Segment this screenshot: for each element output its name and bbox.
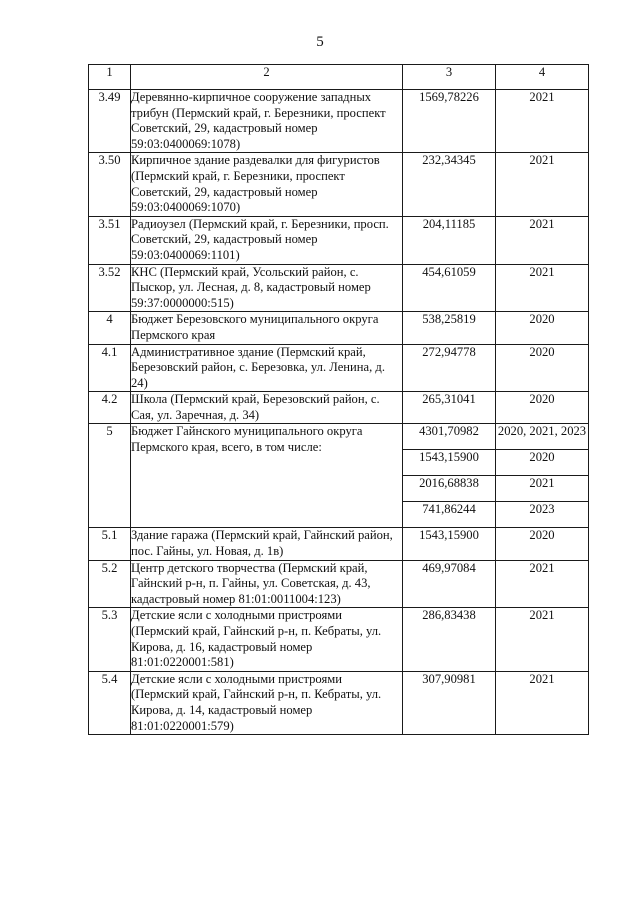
amount-cell: 232,34345 [403, 153, 496, 216]
table-row [89, 608, 589, 671]
table-row [89, 344, 589, 392]
year-cell: 2021 [496, 608, 589, 671]
object-name: Бюджет Березовского муниципального округа Пермского края [131, 312, 403, 344]
row-number: 4.1 [89, 344, 131, 392]
table-row [89, 392, 589, 424]
row-number: 4.2 [89, 392, 131, 424]
table-header-row [89, 65, 589, 90]
page-number: 5 [316, 34, 324, 50]
amount-cell: 265,31041 [403, 392, 496, 424]
amount-cell: 204,11185 [403, 216, 496, 264]
year-cell: 2020 [496, 312, 589, 344]
table-row [89, 560, 589, 608]
amount-cell: 741,86244 [403, 502, 496, 528]
year-cell: 2021 [496, 264, 589, 312]
amount-cell: 2016,68838 [403, 476, 496, 502]
table-row [89, 528, 589, 560]
amount-cell: 1543,15900 [403, 528, 496, 560]
row-number: 5 [89, 424, 131, 528]
year-cell: 2021 [496, 90, 589, 153]
amount-cell: 1569,78226 [403, 90, 496, 153]
object-name: Административное здание (Пермский край, Березовский район, с. Березовка, ул. Ленина, д. 24) [131, 344, 403, 392]
amount-cell: 307,90981 [403, 671, 496, 734]
amount-cell: 469,97084 [403, 560, 496, 608]
year-cell: 2021 [496, 560, 589, 608]
amount-cell: 538,25819 [403, 312, 496, 344]
year-cell: 2021 [496, 671, 589, 734]
table-row [89, 264, 589, 312]
column-header-1: 1 [89, 65, 131, 90]
amount-cell: 4301,70982 [403, 424, 496, 450]
property-table [88, 64, 589, 735]
year-cell: 2020 [496, 450, 589, 476]
table-row [89, 90, 589, 153]
table-row [89, 671, 589, 734]
row-number: 5.2 [89, 560, 131, 608]
year-cell: 2021 [496, 216, 589, 264]
row-number: 5.4 [89, 671, 131, 734]
column-header-3: 3 [403, 65, 496, 90]
year-cell: 2020 [496, 344, 589, 392]
row-number: 3.50 [89, 153, 131, 216]
column-header-4: 4 [496, 65, 589, 90]
amount-cell: 286,83438 [403, 608, 496, 671]
row-number: 5.1 [89, 528, 131, 560]
object-name: Детские ясли с холодными пристроями (Пермский край, Гайнский р-н, п. Кебраты, ул. Кирова, д. 16, кадастровый номер 81:01:0220001:581) [131, 608, 403, 671]
object-name: Бюджет Гайнского муниципального округа Пермского края, всего, в том числе: [131, 424, 403, 528]
object-name: Деревянно-кирпичное сооружение западных трибун (Пермский край, г. Березники, проспект Советский, 29, кадастровый номер 59:03:0400069:1078) [131, 90, 403, 153]
table-row [89, 153, 589, 216]
object-name: Кирпичное здание раздевалки для фигуристов (Пермский край, г. Березники, проспект Советский, 29, кадастровый номер 59:03:0400069:1070) [131, 153, 403, 216]
row-number: 4 [89, 312, 131, 344]
column-header-2: 2 [131, 65, 403, 90]
amount-cell: 272,94778 [403, 344, 496, 392]
row-number: 5.3 [89, 608, 131, 671]
object-name: Радиоузел (Пермский край, г. Березники, просп. Советский, 29, кадастровый номер 59:03:0400069:1101) [131, 216, 403, 264]
object-name: Здание гаража (Пермский край, Гайнский район, пос. Гайны, ул. Новая, д. 1в) [131, 528, 403, 560]
object-name: КНС (Пермский край, Усольский район, с. Пыскор, ул. Лесная, д. 8, кадастровый номер 59:37:0000000:515) [131, 264, 403, 312]
table-row [89, 216, 589, 264]
object-name: Центр детского творчества (Пермский край, Гайнский р-н, п. Гайны, ул. Советская, д. 43, кадастровый номер 81:01:0011004:123) [131, 560, 403, 608]
year-cell: 2020 [496, 392, 589, 424]
amount-cell: 1543,15900 [403, 450, 496, 476]
year-cell: 2020, 2021, 2023 [496, 424, 589, 450]
year-cell: 2021 [496, 153, 589, 216]
row-number: 3.49 [89, 90, 131, 153]
amount-cell: 454,61059 [403, 264, 496, 312]
year-cell: 2021 [496, 476, 589, 502]
year-cell: 2020 [496, 528, 589, 560]
year-cell: 2023 [496, 502, 589, 528]
row-number: 3.52 [89, 264, 131, 312]
object-name: Детские ясли с холодными пристроями (Пермский край, Гайнский р-н, п. Кебраты, ул. Кирова, д. 14, кадастровый номер 81:01:0220001:579) [131, 671, 403, 734]
table-row [89, 312, 589, 344]
row-number: 3.51 [89, 216, 131, 264]
table-row-group [89, 424, 589, 450]
object-name: Школа (Пермский край, Березовский район, с. Сая, ул. Заречная, д. 34) [131, 392, 403, 424]
